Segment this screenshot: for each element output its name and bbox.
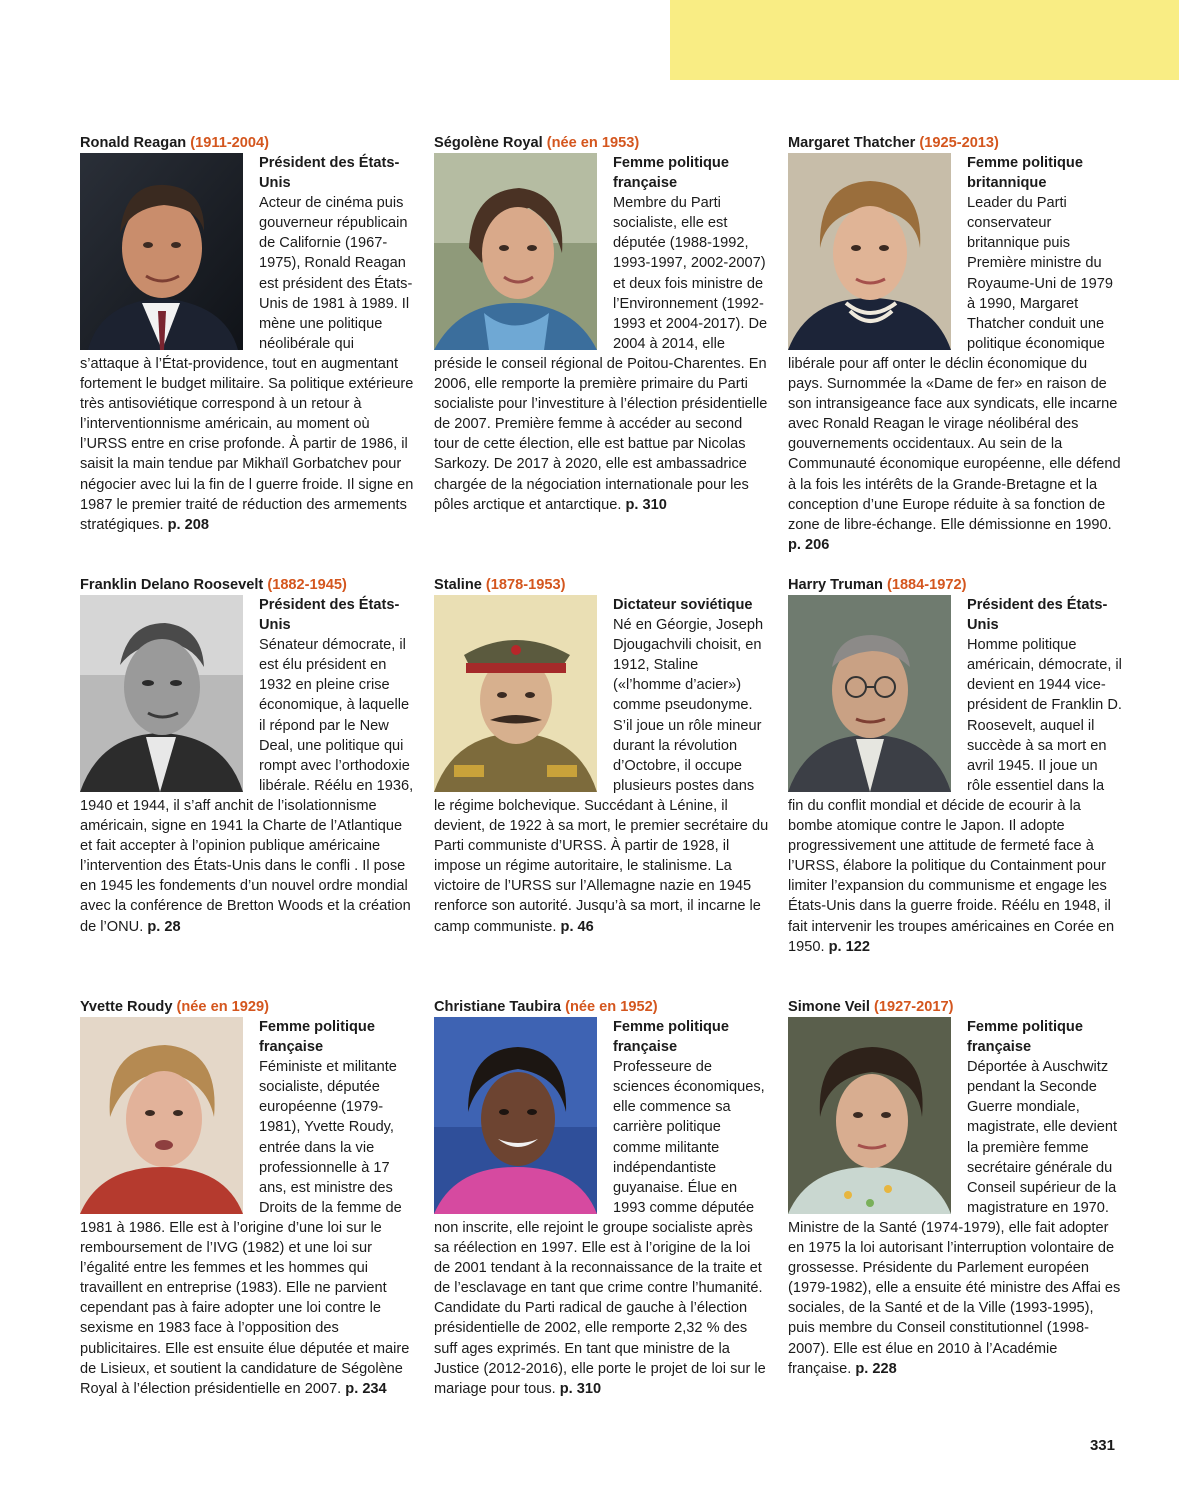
person-name: Yvette Roudy xyxy=(80,999,173,1015)
portrait-photo xyxy=(788,153,951,350)
portrait-reagan xyxy=(80,153,243,350)
person-name: Christiane Taubira xyxy=(434,999,562,1015)
portrait-royal xyxy=(434,153,597,350)
page-reference: p. 310 xyxy=(625,496,667,513)
person-name: Franklin Delano Roosevelt xyxy=(80,577,264,593)
person-dates: (née en 1952) xyxy=(565,999,658,1015)
portrait-photo xyxy=(434,595,597,792)
bio-card-truman xyxy=(788,575,1123,957)
page-number: 331 xyxy=(1089,1437,1115,1454)
bio-card-reagan xyxy=(80,133,415,535)
page-reference: p. 122 xyxy=(828,938,870,955)
portrait-photo xyxy=(788,595,951,792)
person-name: Ronald Reagan xyxy=(80,135,187,151)
person-bio: Féministe et militante socialiste, députée européenne (1979-1981), Yvette Roudy, entrée dans la vie professionnelle à 17 ans, est ministre des Droits de la femme de 1981 à 1986. Elle est à l’origine d’une loi sur le remboursement de l’IVG (1982) et une loi sur l’égalité entre les femmes et les hommes qui travaillent en entreprise (1983). Elle ne parvient cependant pas à faire adopter une loi contre le sexisme en 1983 face à l’opposition des publicitaires. Elle est ensuite élue députée et maire de Lisieux, et soutient la candidature de Ségolène Royal à l’élection présidentielle en 2007. xyxy=(80,1059,410,1397)
portrait-staline xyxy=(434,595,597,792)
portrait-photo xyxy=(80,153,243,350)
page-reference: p. 206 xyxy=(788,536,830,553)
corner-tab xyxy=(670,0,1179,80)
portrait-photo xyxy=(80,595,243,792)
person-dates: (1882-1945) xyxy=(267,577,347,593)
portrait-photo xyxy=(80,1017,243,1214)
person-dates: (1911-2004) xyxy=(190,135,270,151)
bio-card-roudy xyxy=(80,997,415,1399)
bio-card-roosevelt xyxy=(80,575,415,937)
person-name: Staline xyxy=(434,577,482,593)
person-bio: Déportée à Auschwitz pendant la Seconde Guerre mondiale, magistrate, elle devient la première femme secrétaire générale du Conseil supérieur de la magistrature en 1970. Ministre de la Santé (1974-1979), elle fait adopter en 1975 la loi autorisant l’interruption volontaire de grossesse. Présidente du Parlement européen (1979-1982), elle a ensuite été ministre des Affai es sociales, de la Santé et de la Ville (1993-1995), puis membre du Conseil constitutionnel (1998-2007). Elle est élue en 2010 à l’Académie française. xyxy=(788,1059,1121,1377)
person-bio: Membre du Parti socialiste, elle est députée (1988-1992, 1993-1997, 2002-2007) et deux fois ministre de l’Environnement (1992-1993 et 2004-2017). De 2004 à 2014, elle préside le conseil régional de Poitou-Charentes. En 2006, elle remporte la première primaire du Parti socialiste pour l’investiture à l’élection présidentielle de 2007. Première femme à accéder au second tour de cette élection, elle est battue par Nicolas Sarkozy. De 2017 à 2020, elle est ambassadrice chargée de la négociation internationale pour les pôles arctique et antarctique. xyxy=(434,195,768,513)
bio-card-staline xyxy=(434,575,769,937)
portrait-roudy xyxy=(80,1017,243,1214)
bio-card-royal xyxy=(434,133,769,515)
person-name: Margaret Thatcher xyxy=(788,135,916,151)
portrait-photo xyxy=(434,153,597,350)
person-bio: Sénateur démocrate, il est élu président en 1932 en pleine crise économique, à laquelle il répond par le New Deal, une politique qui rompt avec l’orthodoxie libérale. Réélu en 1936, 1940 et 1944, il s’aff anchit de l’isolationnisme américain, signe en 1941 la Charte de l’Atlantique et fait accepter à l’opinion publique américaine l’intervention des États-Unis dans le confli . Il pose en 1945 les fondements d’un nouvel ordre mondial avec la conférence de Bretton Woods et la création de l’ONU. xyxy=(80,637,414,935)
person-dates: (1884-1972) xyxy=(886,577,967,593)
person-bio: Homme politique américain, démocrate, il devient en 1944 vice-président de Franklin D. Roosevelt, auquel il succède à sa mort en avril 1945. Il joue un rôle essentiel dans la fin du conflit mondial et décide de ecourir à la bombe atomique contre le Japon. Il adopte progressivement une attitude de fermeté face à l’URSS, élabore la politique du Containment pour limiter l’expansion du communisme et engage les États-Unis dans la guerre froide. Réélu en 1948, il fait intervenir les troupes américaines en Corée en 1950. xyxy=(788,637,1122,955)
person-role: Président des États-Unis xyxy=(967,597,1108,634)
person-role: Femme politique française xyxy=(967,1019,1083,1056)
page-reference: p. 208 xyxy=(167,516,209,533)
person-bio: Professeure de sciences économiques, elle commence sa carrière politique comme militante indépendantiste guyanaise. Élue en 1993 comme députée non inscrite, elle rejoint le groupe socialiste après sa réélection en 1997. Elle est à l’origine de la loi de 2001 tendant à la reconnaissance de la traite et de l’esclavage en tant que crime contre l’humanité. Candidate du Parti radical de gauche à l’élection présidentielle de 2002, elle remporte 2,32 % des suff ages exprimés. En tant que ministre de la Justice (2012-2016), elle porte le projet de loi sur le mariage pour tous. xyxy=(434,1059,766,1397)
person-role: Femme politique française xyxy=(613,155,729,192)
person-dates: (née en 1953) xyxy=(546,135,640,151)
person-bio: Acteur de cinéma puis gouverneur républicain de Californie (1967-1975), Ronald Reagan est président des États-Unis de 1981 à 1989. Il mène une politique néolibérale qui s’attaque à l’État-providence, tout en augmentant fortement le budget militaire. Sa politique extérieure très antisoviétique correspond à un retour à l’interventionnisme américain, au moment où l’URSS entre en crise profonde. À partir de 1986, il saisit la main tendue par Mikhaïl Gorbatchev pour négocier avec lui la fin de l guerre froide. Il signe en 1987 le premier traité de réduction des armements stratégiques. xyxy=(80,195,414,533)
portrait-roosevelt xyxy=(80,595,243,792)
page-reference: p. 234 xyxy=(345,1380,387,1397)
page-reference: p. 310 xyxy=(559,1380,602,1397)
person-role: Femme politique britannique xyxy=(967,155,1083,192)
portrait-thatcher xyxy=(788,153,951,350)
person-bio: Leader du Parti conservateur britannique puis Première ministre du Royaume-Uni de 1979 à 1990, Margaret Thatcher conduit une politique économique libérale pour aff onter le déclin économique du pays. Surnommée la «Dame de fer» en raison de son intransigeance face aux syndicats, elle incarne avec Ronald Reagan le virage néolibéral des gouvernements occidentaux. Au sein de la Communauté économique européenne, elle défend à la fois les intérêts de la Grande-Bretagne et la conception d’une Europe réduite à sa fonction de zone de libre-échange. Elle démissionne en 1990. xyxy=(788,195,1121,533)
portrait-truman xyxy=(788,595,951,792)
portrait-veil xyxy=(788,1017,951,1214)
person-role: Dictateur soviétique xyxy=(613,597,753,613)
person-dates: (1927-2017) xyxy=(873,999,954,1015)
bio-card-taubira xyxy=(434,997,769,1399)
person-role: Femme politique française xyxy=(259,1019,375,1056)
person-name: Simone Veil xyxy=(788,999,870,1015)
page-reference: p. 228 xyxy=(855,1360,897,1377)
portrait-taubira xyxy=(434,1017,597,1214)
person-role: Femme politique française xyxy=(613,1019,729,1056)
person-role: Président des États-Unis xyxy=(259,155,400,192)
person-role: Président des États-Unis xyxy=(259,597,400,634)
portrait-photo xyxy=(788,1017,951,1214)
person-dates: (née en 1929) xyxy=(176,999,269,1015)
person-name: Harry Truman xyxy=(788,577,883,593)
page-reference: p. 28 xyxy=(147,918,181,935)
person-dates: (1925-2013) xyxy=(919,135,999,151)
portrait-photo xyxy=(434,1017,597,1214)
person-name: Ségolène Royal xyxy=(434,135,543,151)
person-bio: Né en Géorgie, Joseph Djougachvili choisit, en 1912, Staline («l’homme d’acier») comme pseudonyme. S’il joue un rôle mineur durant la révolution d’Octobre, il occupe plusieurs postes dans le régime bolchevique. Succédant à Lénine, il devient, de 1922 à sa mort, le premier secrétaire du Parti communiste d’URSS. À partir de 1928, il impose un régime autoritaire, le stalinisme. La victoire de l’URSS sur l’Allemagne nazie en 1945 renforce son autorité. Jusqu’à sa mort, il incarne le camp communiste. xyxy=(434,617,769,935)
bio-card-veil xyxy=(788,997,1123,1379)
page-reference: p. 46 xyxy=(560,918,594,935)
person-dates: (1878-1953) xyxy=(485,577,566,593)
bio-card-thatcher xyxy=(788,133,1123,555)
